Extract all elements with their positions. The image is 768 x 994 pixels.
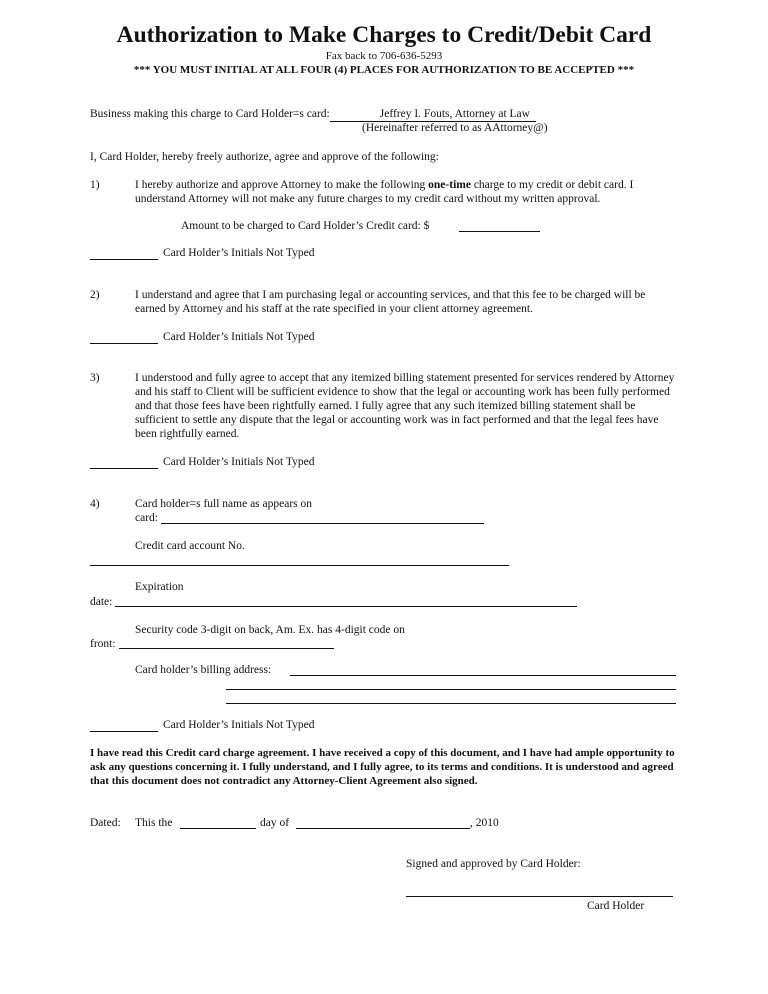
business-note: (Hereinafter referred to as AAttorney@) (362, 122, 548, 134)
billing-address-field-3[interactable] (226, 703, 676, 704)
initials-label-3: Card Holder’s Initials Not Typed (163, 456, 315, 468)
name-label: Card holder=s full name as appears on (135, 498, 313, 510)
this-the-label: This the (135, 817, 173, 829)
item-number-2: 2) (90, 289, 100, 301)
fax-number: Fax back to 706-636-5293 (325, 50, 443, 62)
item-number-1: 1) (90, 179, 100, 191)
intro-text: I, Card Holder, hereby freely authorize, agree and approve of the following: (90, 151, 439, 163)
business-line (90, 107, 536, 122)
day-of-label: day of (260, 817, 290, 829)
item-text-1: I hereby authorize and approve Attorney to make the following one-time charge to my credit or debit card. I understand Attorney will not make any future charges to my credit card without my written approval. (135, 179, 634, 205)
initials-field-2[interactable] (90, 343, 158, 344)
security-front-label: front: (90, 638, 116, 650)
one-time-emphasis: one-time (428, 179, 471, 191)
signature-field[interactable] (406, 896, 673, 897)
initials-field-1[interactable] (90, 259, 158, 260)
item-number-4: 4) (90, 498, 100, 510)
security-code-label: Security code 3-digit on back, Am. Ex. has 4-digit code on (135, 624, 405, 636)
year-label: , 2010 (470, 817, 499, 829)
security-code-field[interactable] (119, 648, 334, 649)
item-text-2: I understand and agree that I am purchasing legal or accounting services, and that this fee to be charged will be earned by Attorney and his staff at the rate specified in your client attorney agreement. (135, 289, 646, 315)
expiration-label: Expiration (135, 581, 184, 593)
card-holder-label: Card Holder (587, 900, 645, 912)
amount-field[interactable] (459, 231, 540, 232)
dated-label: Dated: (90, 817, 121, 829)
billing-address-field-1[interactable] (290, 675, 676, 676)
billing-address-field-2[interactable] (226, 689, 676, 690)
card-holder-name-field[interactable] (161, 523, 484, 524)
billing-address-label: Card holder’s billing address: (135, 664, 272, 676)
item-number-3: 3) (90, 372, 100, 384)
initials-label-1: Card Holder’s Initials Not Typed (163, 247, 315, 259)
expiration-date-label: date: (90, 596, 113, 608)
amount-label: Amount to be charged to Card Holder’s Credit card: $ (181, 220, 430, 232)
initial-warning: *** YOU MUST INITIAL AT ALL FOUR (4) PLACES FOR AUTHORIZATION TO BE ACCEPTED *** (133, 64, 635, 76)
business-value: Jeffrey I. Fouts, Attorney at Law (330, 107, 536, 122)
initials-label-4: Card Holder’s Initials Not Typed (163, 719, 315, 731)
initials-field-4[interactable] (90, 731, 158, 732)
account-label: Credit card account No. (135, 540, 245, 552)
item-text-3: I understood and fully agree to accept that any itemized billing statement presented for services rendered by Attorney and his staff to Client will be sufficient evidence to show that the legal or accounting work has been fully performed and that those fees have been rightfully earned. I fully agree that any such itemized billing statement shall be sufficient to settle any dispute that the legal or accounting work was in fact performed and that the legal fees have been rightfully earned. (135, 372, 675, 440)
agreement-statement: I have read this Credit card charge agreement. I have received a copy of this document, and I have had ample opportunity to ask any questions concerning it. I fully understand, and I fully agree, to its terms and conditions. It is understood and agreed that this document does not contradict any Attorney-Client Agreement also signed. (90, 747, 675, 787)
initials-field-3[interactable] (90, 468, 158, 469)
month-field[interactable] (296, 828, 470, 829)
expiration-date-field[interactable] (115, 606, 577, 607)
account-number-field[interactable] (90, 565, 509, 566)
initials-label-2: Card Holder’s Initials Not Typed (163, 331, 315, 343)
document-title: Authorization to Make Charges to Credit/Debit Card (116, 22, 652, 48)
signed-approved-label: Signed and approved by Card Holder: (406, 858, 581, 870)
business-label: Business making this charge to Card Holder=s card: (90, 108, 330, 120)
day-field[interactable] (180, 828, 256, 829)
name-label-card: card: (135, 512, 158, 524)
